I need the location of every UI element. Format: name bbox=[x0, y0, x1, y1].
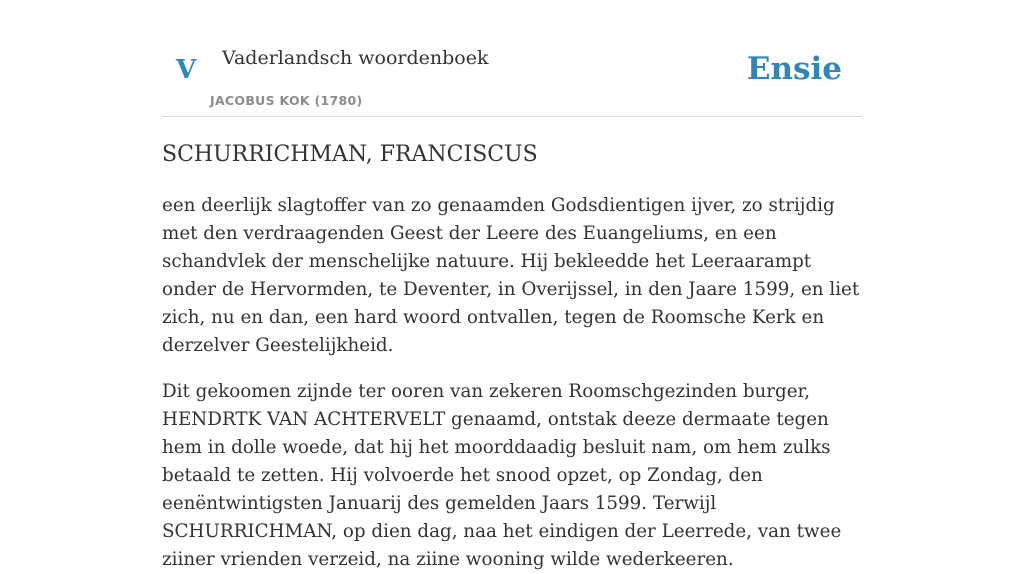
header bbox=[162, 0, 862, 117]
article bbox=[162, 136, 862, 574]
entry-title: SCHURRICHMAN, FRANCISCUS bbox=[162, 142, 538, 167]
ensie-logo-link[interactable]: Ensie bbox=[746, 51, 842, 87]
book-letter-badge[interactable]: V bbox=[176, 55, 197, 85]
book-author: JACOBUS KOK (1780) bbox=[210, 93, 363, 108]
entry-paragraph: Dit gekoomen zijnde ter ooren van zekeren Roomschgezinden burger, HENDRTK VAN ACHTERVELT genaamd, ontstak deeze dermaate tegen hem in dolle woede, dat hij het moorddaadig besluit nam, om hem zulks betaald te zetten. Hij volvoerde het snood opzet, op Zondag, den eenëntwintigsten Januarij des gemelden Jaars 1599. Terwijl SCHURRICHMAN, op dien dag, naa het eindigen der Leerrede, van twee ziiner vrienden verzeid, na ziine wooning wilde wederkeeren. bbox=[162, 381, 842, 570]
entry-paragraph: een deerlijk slagtoffer van zo genaamden Godsdientigen ijver, zo strijdig met den verdraagenden Geest der Leere des Euangeliums, en een schandvlek der menschelijke natuure. Hij bekleedde het Leeraarampt onder de Hervormden, te Deventer, in Overijssel, in den Jaare 1599, en liet zich, nu en dan, een hard woord ontvallen, tegen de Roomsche Kerk en derzelver Geestelijkheid. bbox=[162, 195, 860, 356]
book-title-link[interactable]: Vaderlandsch woordenboek bbox=[222, 47, 489, 69]
